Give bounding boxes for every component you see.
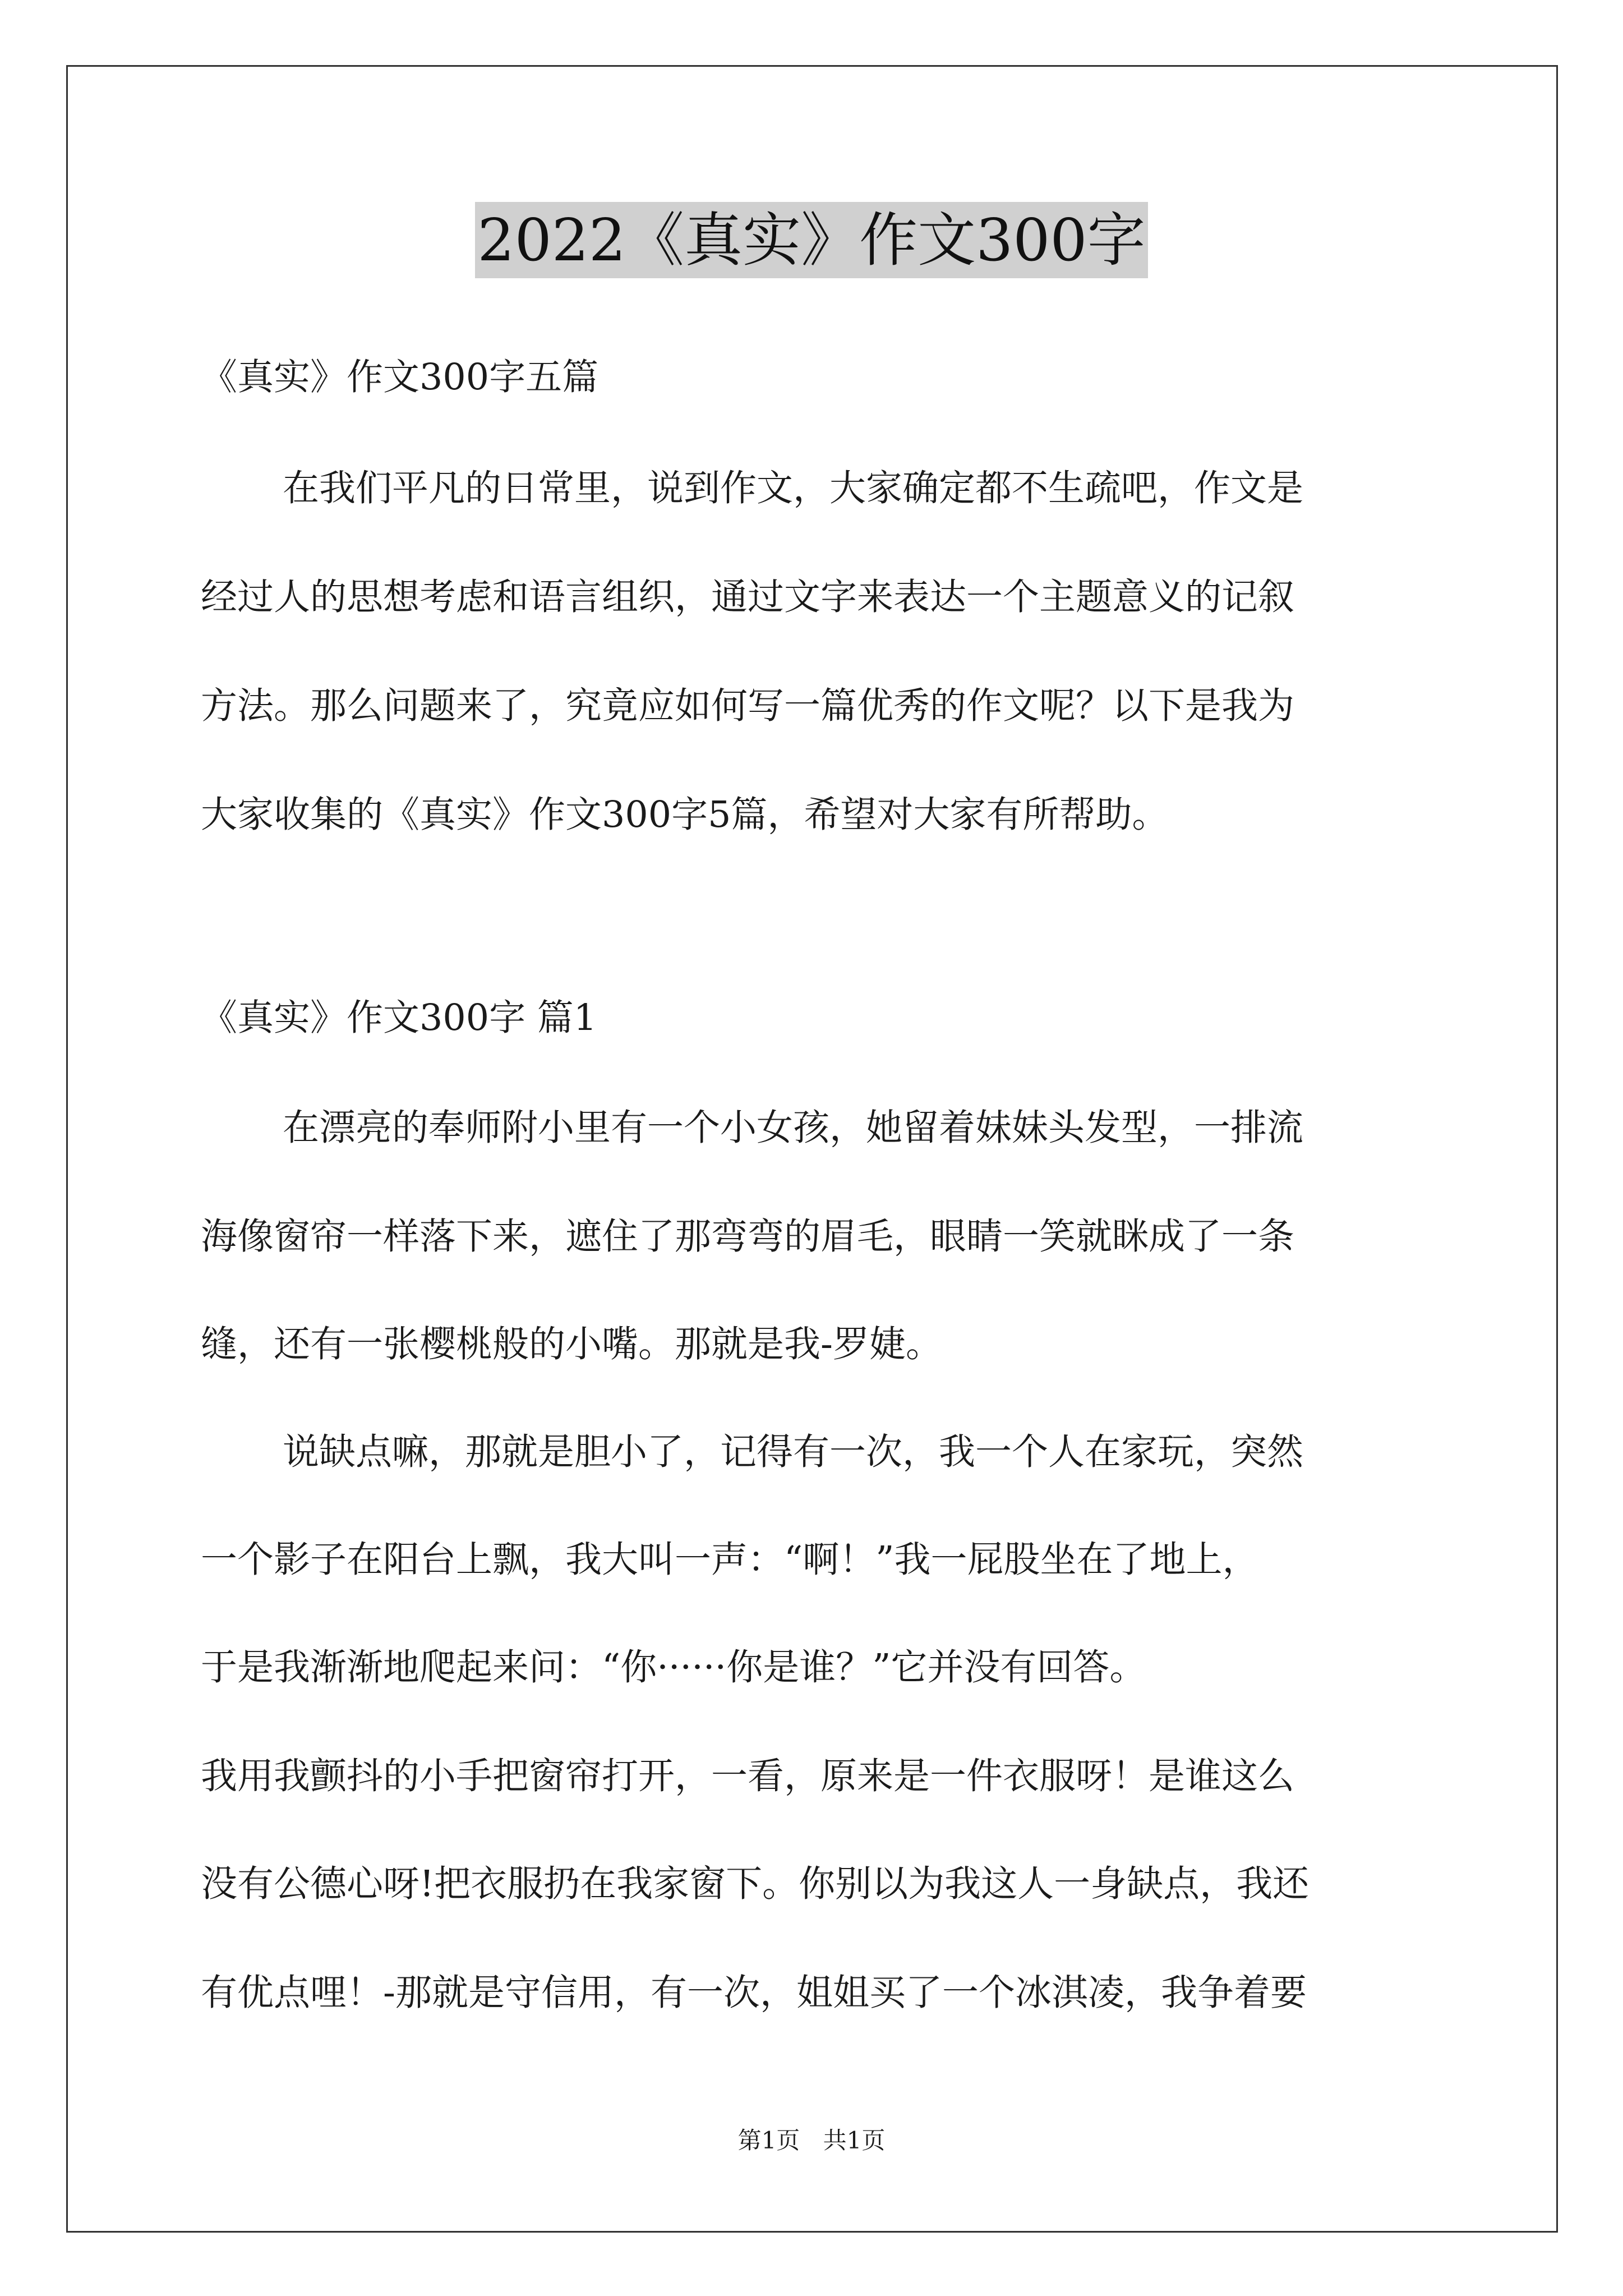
intro-line: 大家收集的《真实》作文300字5篇，希望对大家有所帮助。	[201, 794, 1169, 836]
document-title: 2022《真实》作文300字	[475, 202, 1147, 278]
paragraph-line: 说缺点嘛，那就是胆小了，记得有一次，我一个人在家玩，突然	[283, 1431, 1304, 1473]
intro-line: 在我们平凡的日常里，说到作文，大家确定都不生疏吧，作文是	[283, 467, 1304, 509]
paragraph-line: 我用我颤抖的小手把窗帘打开，一看，原来是一件衣服呀！是谁这么	[201, 1755, 1295, 1797]
paragraph-line: 没有公德心呀!把衣服扔在我家窗下。你别以为我这人一身缺点，我还	[201, 1863, 1310, 1905]
paragraph-line: 在漂亮的奉师附小里有一个小女孩，她留着妹妹头发型，一排流	[283, 1107, 1304, 1149]
paragraph-line: 海像窗帘一样落下来，遮住了那弯弯的眉毛，眼睛一笑就眯成了一条	[201, 1216, 1295, 1258]
section-heading: 《真实》作文300字 篇1	[201, 997, 597, 1039]
page-total: 共1页	[823, 2127, 886, 2154]
paragraph-line: 一个影子在阳台上飘，我大叫一声：“啊！”我一屁股坐在了地上，	[201, 1539, 1259, 1581]
subtitle: 《真实》作文300字五篇	[201, 356, 599, 398]
title-container	[0, 202, 1623, 278]
page-footer	[0, 2124, 1623, 2157]
paragraph-line: 有优点哩！-那就是守信用，有一次，姐姐买了一个冰淇凌，我争着要	[201, 1972, 1307, 2014]
page-number: 第1页	[737, 2127, 800, 2154]
paragraph-line: 缝，还有一张樱桃般的小嘴。那就是我-罗婕。	[201, 1323, 942, 1365]
paragraph-line: 于是我渐渐地爬起来问：“你······你是谁？”它并没有回答。	[201, 1646, 1146, 1688]
intro-line: 方法。那么问题来了，究竟应如何写一篇优秀的作文呢？以下是我为	[201, 685, 1295, 727]
intro-line: 经过人的思想考虑和语言组织，通过文字来表达一个主题意义的记叙	[201, 576, 1295, 618]
